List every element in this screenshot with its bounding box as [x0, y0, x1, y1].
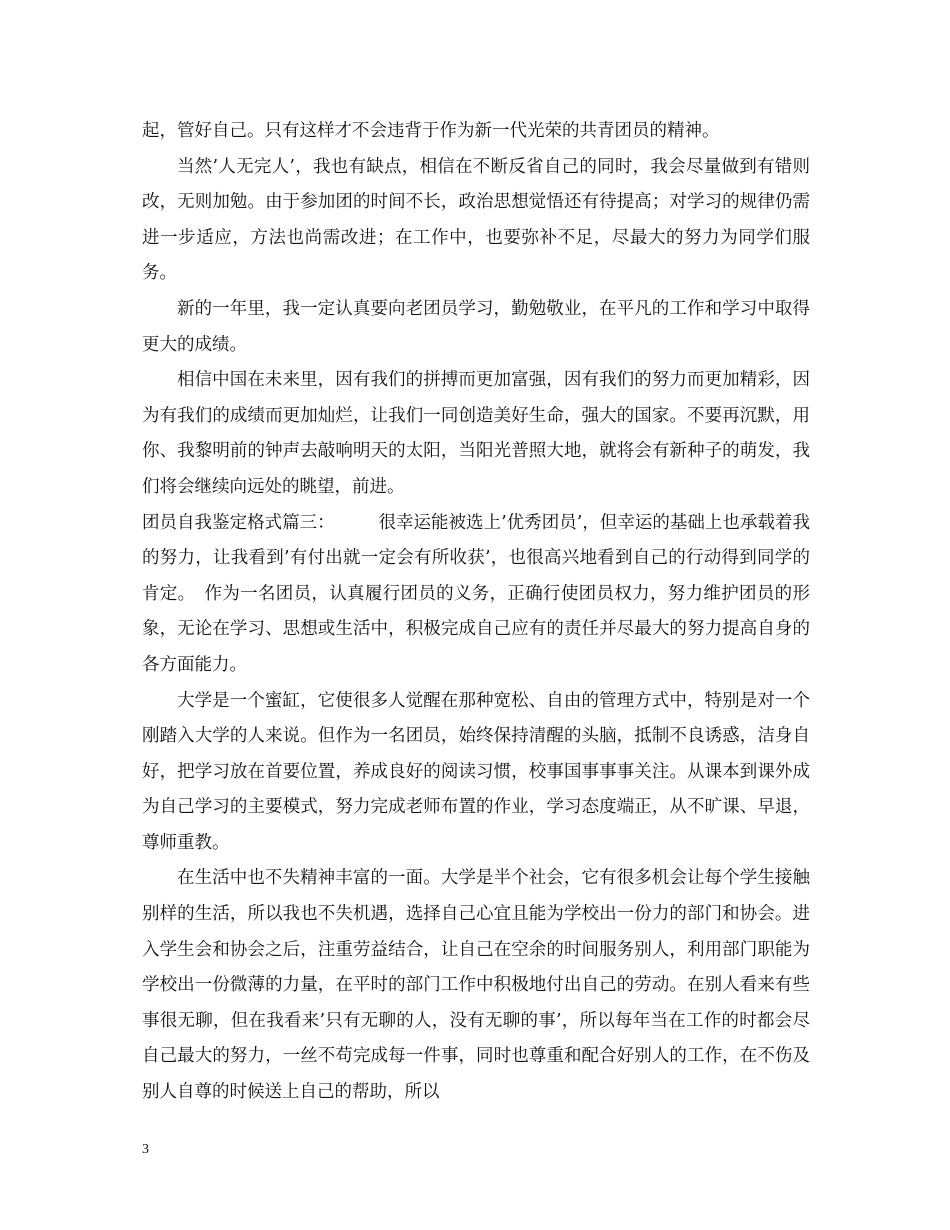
paragraph-university-life: 在生活中也不失精神丰富的一面。大学是半个社会，它有很多机会让每个学生接触别样的生活，所以我也不失机遇，选择自己心宜且能为学校出一份力的部门和协会。进入学生会和协会之后，注重劳益结合，让自己在空余的时间服务别人，利用部门职能为学校出一份微薄的力量，在平时的部门工作中积极地付出自己的劳动。在别人看来有些事很无聊，但在我看来’只有无聊的人，没有无聊的事’，所以每年当在工作的时都会尽自己最大的努力，一丝不苟完成每一件事，同时也尊重和配合好别人的工作，在不伤及别人自尊的时候送上自己的帮助，所以	[142, 868, 810, 1103]
page-number: 3	[142, 1142, 149, 1157]
paragraph-university-study: 大学是一个蜜缸，它使很多人觉醒在那种宽松、自由的管理方式中，特别是对一个刚踏入大学的人来说。但作为一名团员，始终保持清醒的头脑，抵制不良诱惑，洁身自好，把学习放在首要位置，养成良好的阅读习惯，校事国事事事关注。从课本到课外成为自己学习的主要模式，努力完成老师布置的作业，学习态度端正，从不旷课、早退，尊师重教。	[142, 690, 810, 853]
paragraph-continuation: 起，管好自己。只有这样才不会违背于作为新一代光荣的共青团员的精神。	[142, 121, 720, 141]
paragraph-self-reflection: 当然’人无完人’，我也有缺点，相信在不断反省自己的同时，我会尽量做到有错则改，无则加勉。由于参加团的时间不长，政治思想觉悟还有待提高；对学习的规律仍需进一步适应，方法也尚需改进；在工作中，也要弥补不足，尽最大的努力为同学们服务。	[142, 156, 810, 284]
paragraph-new-year: 新的一年里，我一定认真要向老团员学习，勤勉敬业，在平凡的工作和学习中取得更大的成绩。	[142, 298, 810, 355]
paragraph-future-china: 相信中国在未来里，因有我们的拼搏而更加富强，因有我们的努力而更加精彩，因为有我们的成绩而更加灿烂，让我们一同创造美好生命，强大的国家。不要再沉默，用你、我黎明前的钟声去敲响明天的太阳，当阳光普照大地，就将会有新种子的萌发，我们将会继续向远处的眺望，前进。	[142, 370, 810, 497]
document-body	[142, 114, 810, 1111]
paragraph-section-three: 团员自我鉴定格式篇三： 很幸运能被选上’优秀团员’，但幸运的基础上也承载着我的努力，让我看到’有付出就一定会有所收获’，也很高兴地看到自己的行动得到同学的肯定。 作为一名团员，认真履行团员的义务，正确行使团员权力，努力维护团员的形象，无论在学习、思想或生活中，积极完成自己应有的责任并尽最大的努力提高自身的各方面能力。	[142, 512, 810, 675]
